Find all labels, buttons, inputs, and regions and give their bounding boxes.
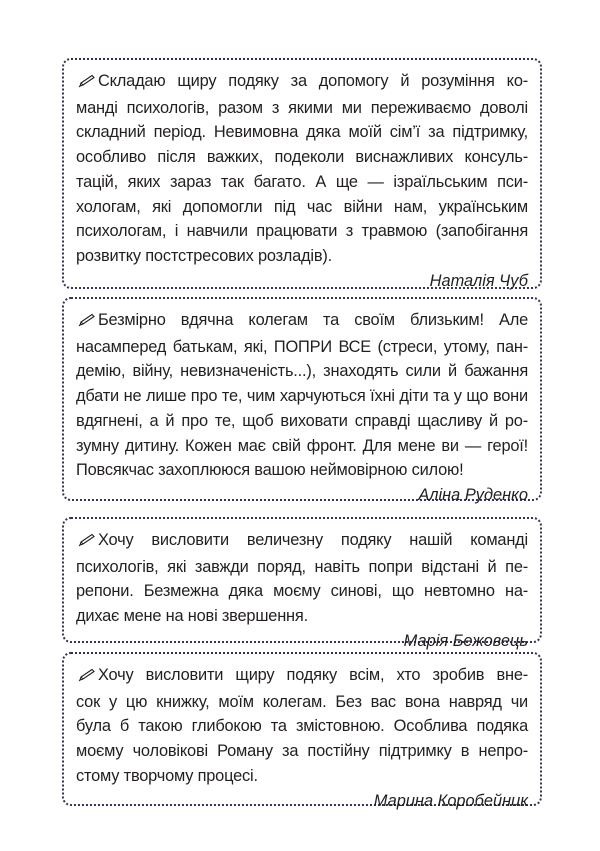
- text-line: [76, 579, 528, 604]
- text-line: [76, 764, 528, 789]
- text-line-content: хологам, які допомогли під час війни нам, українським: [76, 197, 528, 216]
- pen-icon: [78, 310, 96, 335]
- text-line-content: моєму чоловікові Роману за постійну підтримку в непро-: [76, 742, 528, 761]
- text-line-content: сок у цю книжку, моїм колегам. Без вас вона навряд чи: [76, 692, 528, 711]
- acknowledgement-box: [62, 652, 542, 810]
- text-line: [76, 528, 528, 555]
- text-line-content: вдягнені, а й про те, щоб виховати справді щасливу й ро-: [76, 411, 528, 430]
- acknowledgement-box: [62, 297, 542, 504]
- pen-icon: [78, 665, 96, 690]
- text-line-content: Безмірно вдячна колегам та своїм близьким! Але: [98, 311, 528, 329]
- text-line: [76, 120, 528, 145]
- text-line: [76, 458, 528, 483]
- text-line: [76, 739, 528, 764]
- text-line: [76, 384, 528, 409]
- text-line: [76, 96, 528, 121]
- text-line-content: Складаю щиру подяку за допомогу й розуміння ко-: [98, 72, 528, 90]
- text-line: [76, 604, 528, 629]
- pen-icon: [78, 530, 96, 555]
- text-line: [76, 359, 528, 384]
- pen-icon: [78, 71, 96, 96]
- text-line-content: тацій, яких зараз так багато. А ще — ізраїльським пси-: [76, 172, 528, 191]
- text-line: [76, 244, 528, 269]
- text-line-content: Повсякчас захоплююся вашою неймовірною силою!: [76, 461, 464, 480]
- text-line: [76, 219, 528, 244]
- text-line-content: була б такою глибокою та змістовною. Особлива подяка: [76, 717, 528, 736]
- text-line: [76, 335, 528, 360]
- text-line-content: насамперед батькам, які, ПОПРИ ВСЕ (стреси, утому, пан-: [76, 337, 528, 356]
- text-line: [76, 714, 528, 739]
- text-line-content: манді психологів, разом з якими ми переживаємо доволі: [76, 98, 528, 117]
- text-line-content: розвитку постстресових розладів).: [76, 246, 332, 265]
- text-line-content: репони. Безмежна дяка моєму синові, що невтомно на-: [76, 582, 528, 601]
- text-line: [76, 663, 528, 690]
- text-line-content: психологів, які завжди поряд, навіть попри відстані й пе-: [76, 557, 528, 576]
- text-line: [76, 555, 528, 580]
- author-signature: Марія Бежовець: [403, 631, 528, 650]
- text-line-content: стому творчому процесі.: [76, 766, 258, 785]
- text-line: [76, 145, 528, 170]
- acknowledgement-box: [62, 58, 542, 289]
- text-line: [76, 195, 528, 220]
- text-line-content: дихає мене на нові звершення.: [76, 607, 308, 626]
- text-line-content: дбати не лише про те, чим харчуються їхні діти та у що вони: [76, 387, 528, 406]
- text-line-content: демію, війну, невизначеність...), знаходять сили й бажання: [76, 362, 528, 381]
- text-line-content: особливо після важких, подеколи виснажливих консуль-: [76, 148, 528, 167]
- acknowledgement-box: [62, 517, 542, 650]
- text-line: [76, 434, 528, 459]
- text-line-content: психологам, і навчили працювати з травмою (запобігання: [76, 222, 528, 241]
- text-line-content: зумну дитину. Кожен має свій фронт. Для мене ви — герої!: [76, 436, 528, 455]
- text-line-content: складний період. Невимовна дяка моїй сім’ї за підтримку,: [76, 123, 528, 142]
- author-signature: Марина Коробейник: [373, 791, 528, 810]
- text-line: [76, 409, 528, 434]
- text-line: [76, 690, 528, 715]
- author-signature: Аліна Руденко: [418, 485, 528, 504]
- text-line: [76, 69, 528, 96]
- text-line: [76, 170, 528, 195]
- author-signature: Наталія Чуб: [429, 271, 528, 290]
- text-line-content: Хочу висловити величезну подяку нашій команді: [98, 531, 528, 549]
- text-line: [76, 308, 528, 335]
- text-line-content: Хочу висловити щиру подяку всім, хто зробив вне-: [98, 666, 528, 684]
